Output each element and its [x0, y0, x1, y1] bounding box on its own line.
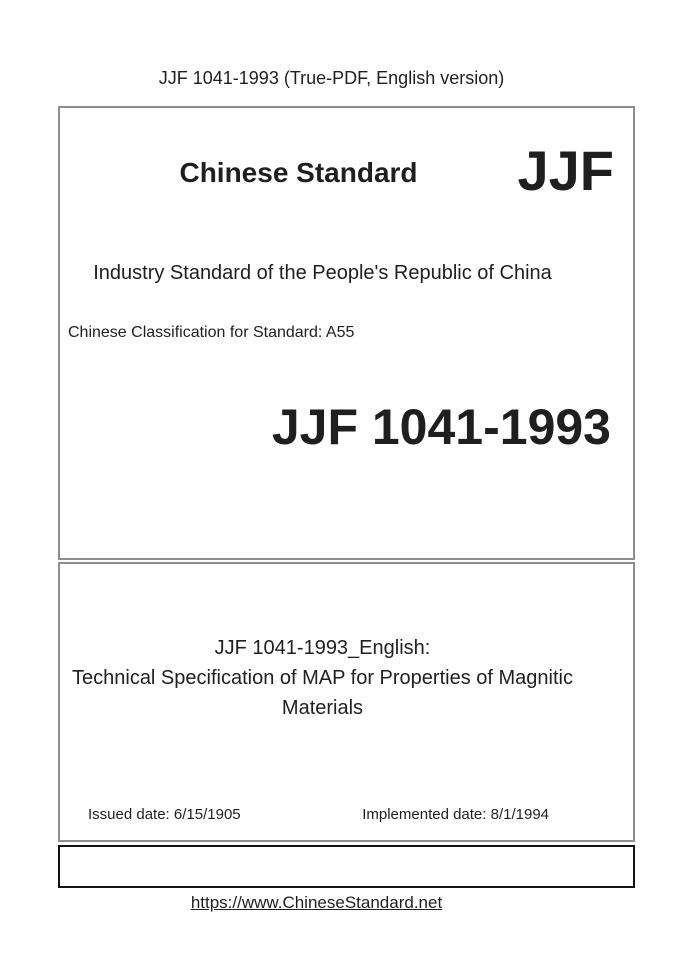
standard-number: JJF 1041-1993 [271, 399, 611, 455]
brand-title: Chinese Standard [179, 157, 418, 188]
footer-link-row [0, 892, 693, 914]
page-header-text: JJF 1041-1993 (True-PDF, English version) [158, 68, 505, 88]
cover-frame [58, 106, 635, 560]
document-title-line-2: Technical Specification of MAP for Properties of Magnitic [72, 667, 573, 689]
empty-frame [58, 845, 635, 888]
title-frame [58, 562, 635, 842]
issued-date: Issued date: 6/15/1905 [88, 806, 241, 823]
brand-code: JJF [517, 139, 614, 202]
document-title-line-3: Materials [281, 697, 364, 719]
implemented-date: Implemented date: 8/1/1994 [362, 806, 549, 823]
classification-line: Chinese Classification for Standard: A55 [68, 324, 355, 341]
dates-row [88, 806, 549, 824]
website-link[interactable]: https://www.ChineseStandard.net [190, 893, 443, 912]
org-line: Industry Standard of the People's Republic of China [93, 262, 552, 284]
document-title-line-1: JJF 1041-1993_English: [214, 637, 431, 659]
document-title [60, 633, 585, 723]
